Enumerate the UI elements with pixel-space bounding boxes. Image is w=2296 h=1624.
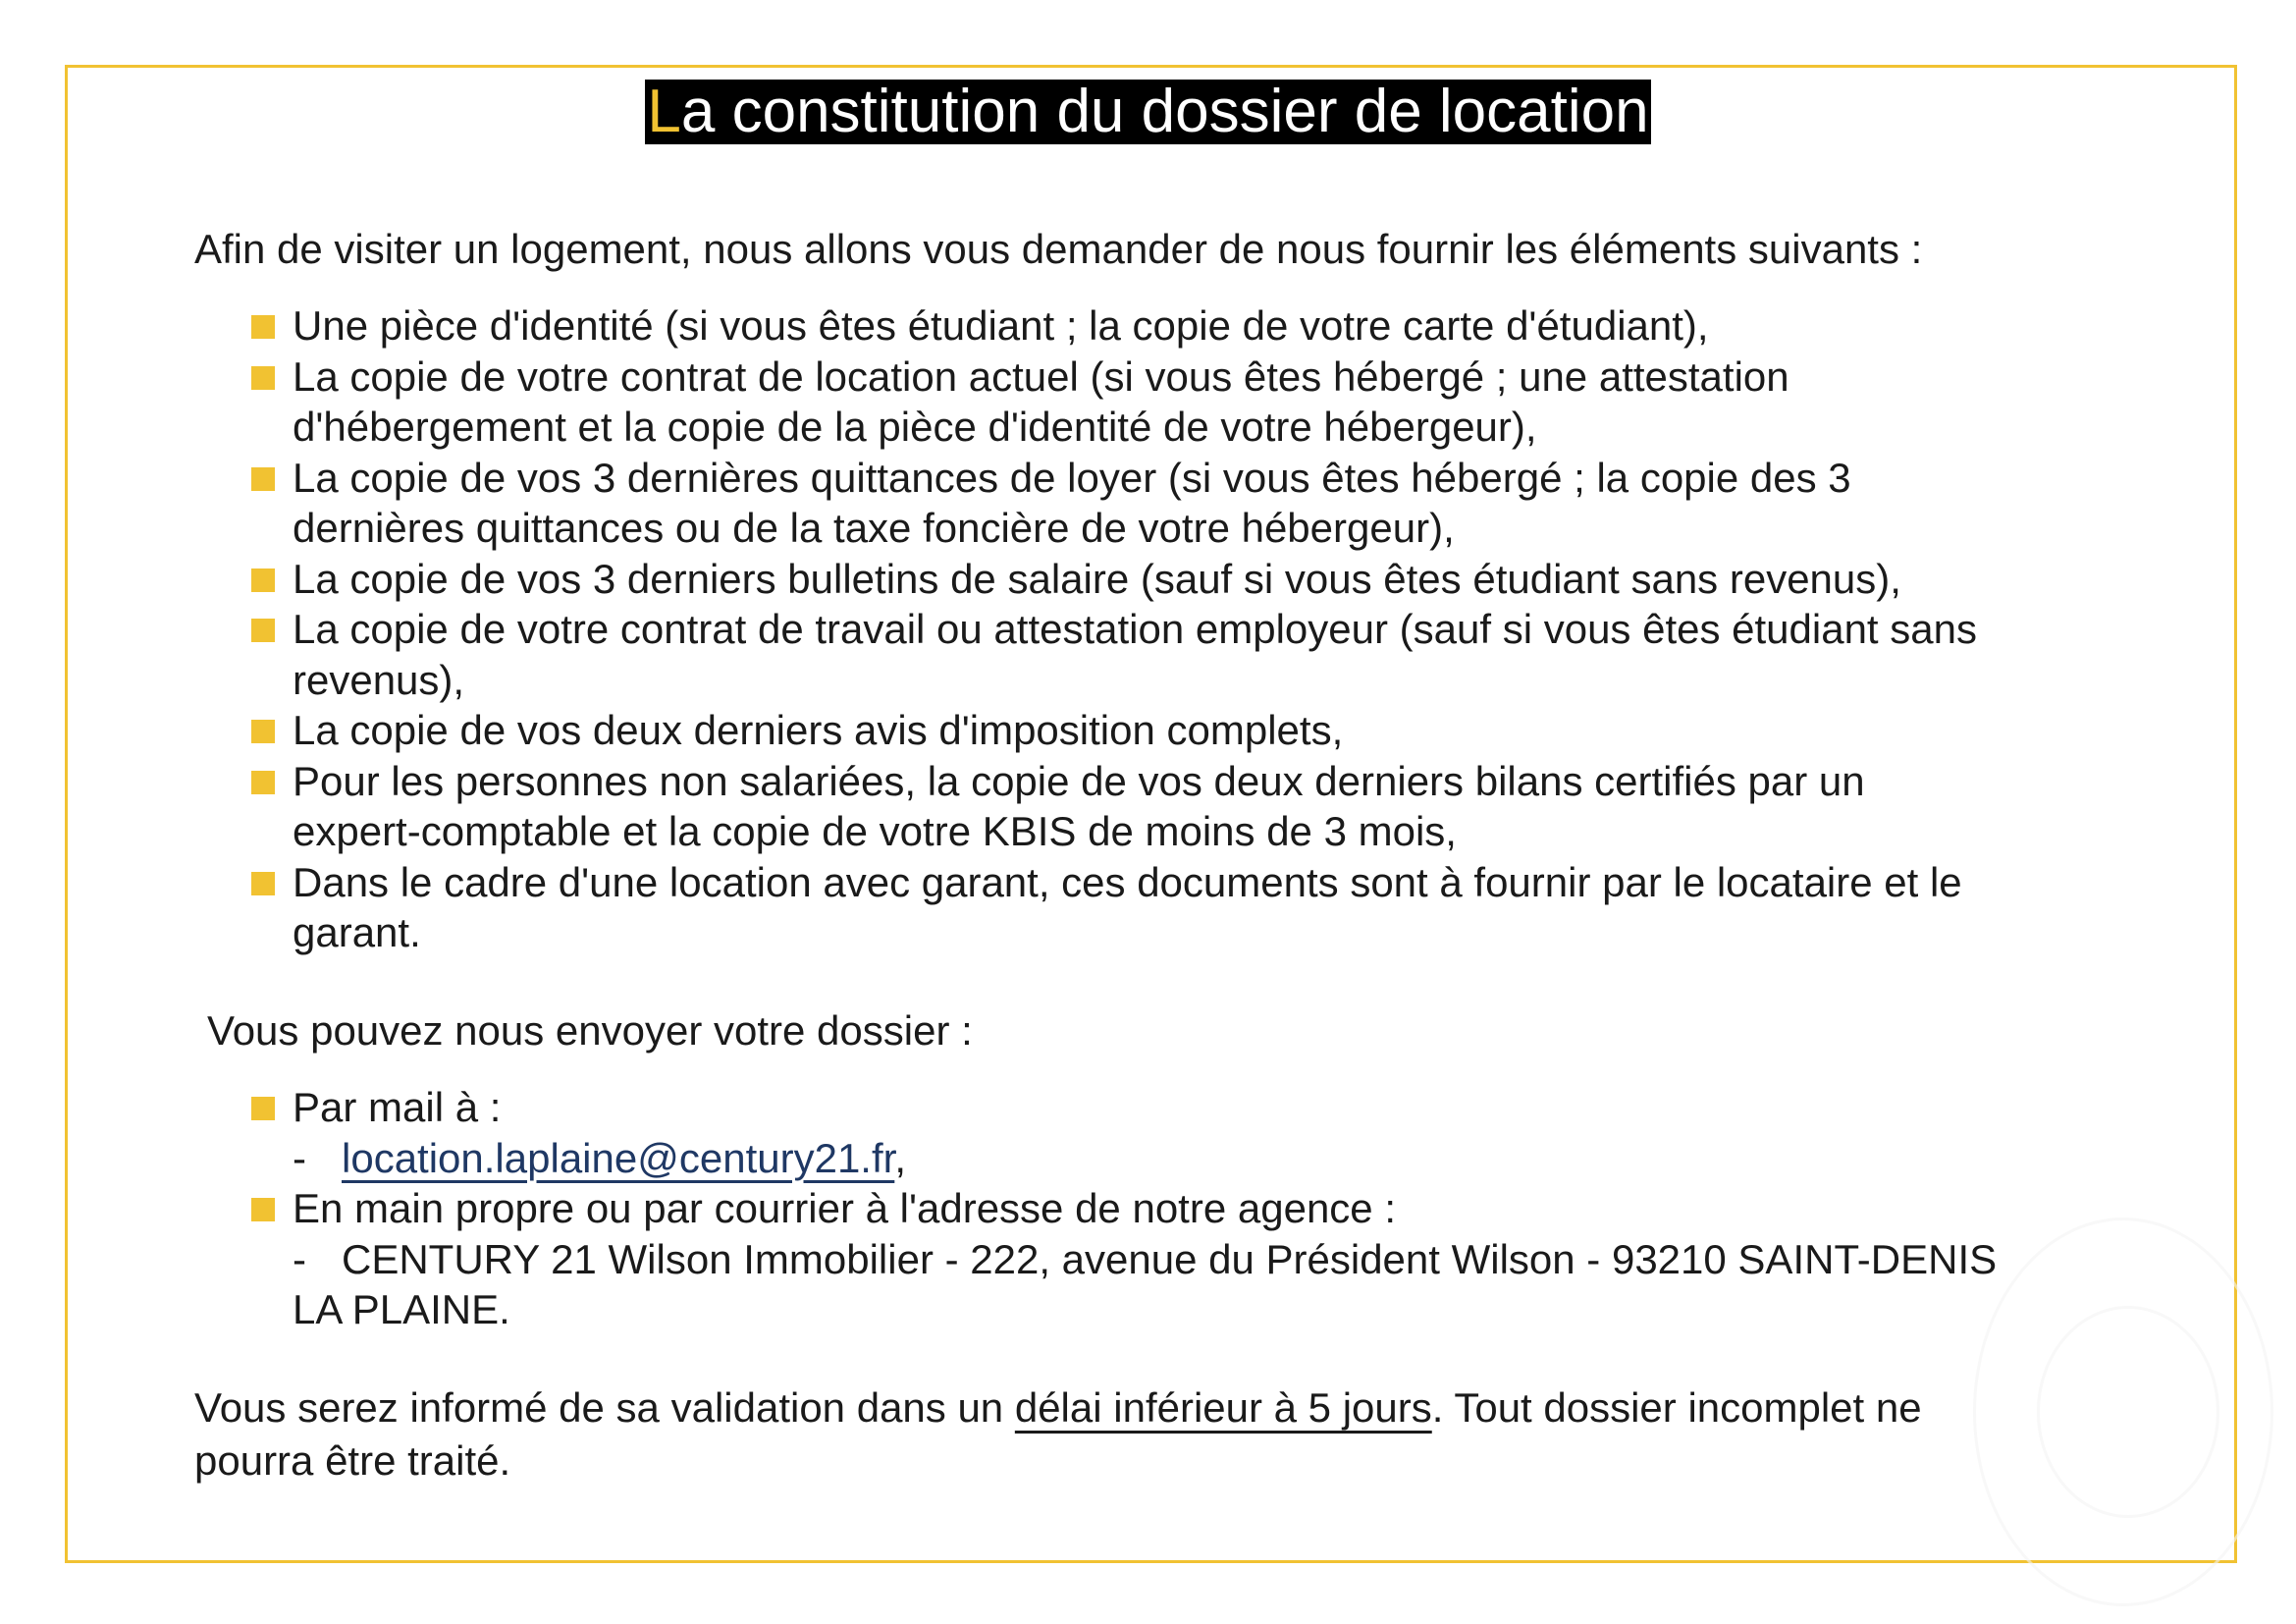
bullet-square-icon <box>251 315 275 339</box>
document-item-line: garant. <box>293 909 421 955</box>
required-documents-list <box>251 300 1977 958</box>
page-title <box>645 80 1650 144</box>
document-item <box>251 554 1977 605</box>
document-item <box>251 453 1977 554</box>
title-container <box>0 80 2296 144</box>
bullet-square-icon <box>251 1198 275 1221</box>
document-item <box>251 705 1977 756</box>
intro-paragraph: Afin de visiter un logement, nous allons vous demander de nous fournir les éléments suivants : <box>194 226 1923 272</box>
dash-marker: - <box>293 1134 306 1181</box>
bullet-square-icon <box>251 568 275 592</box>
bullet-square-icon <box>251 1097 275 1120</box>
send-intro-paragraph: Vous pouvez nous envoyer votre dossier : <box>207 1007 973 1054</box>
document-item-line: La copie de vos 3 derniers bulletins de salaire (sauf si vous êtes étudiant sans revenus), <box>293 555 1901 602</box>
document-item-line: La copie de votre contrat de travail ou attestation employeur (sauf si vous êtes étudiant sans <box>293 606 1977 652</box>
email-link[interactable]: location.laplaine@century21.fr <box>342 1134 895 1181</box>
hand-label: En main propre ou par courrier à l'adresse de notre agence : <box>293 1185 1396 1231</box>
document-item <box>251 300 1977 352</box>
send-methods-list <box>251 1082 1997 1335</box>
document-item-line: Dans le cadre d'une location avec garant, ces documents sont à fournir par le locataire et le <box>293 858 1962 905</box>
email-suffix: , <box>894 1134 906 1181</box>
closing-line-2: pourra être traité. <box>194 1437 511 1484</box>
document-item-line: revenus), <box>293 656 465 703</box>
document-item-line: La copie de vos deux derniers avis d'imposition complets, <box>293 707 1344 753</box>
dash-marker: - <box>293 1235 306 1282</box>
bullet-square-icon <box>251 720 275 743</box>
document-item-line: expert-comptable et la copie de votre KBIS de moins de 3 mois, <box>293 808 1457 854</box>
document-item <box>251 604 1977 705</box>
bullet-square-icon <box>251 467 275 491</box>
document-item-line: La copie de votre contrat de location actuel (si vous êtes hébergé ; une attestation <box>293 352 1789 400</box>
closing-part-1: Vous serez informé de sa validation dans un <box>194 1384 1015 1431</box>
address-line-2: LA PLAINE. <box>293 1286 510 1332</box>
century21-watermark-inner <box>2037 1306 2219 1518</box>
document-item <box>251 352 1977 453</box>
document-item-line: dernières quittances ou de la taxe foncière de votre hébergeur), <box>293 505 1455 551</box>
send-method-mail <box>251 1082 1997 1133</box>
bullet-square-icon <box>251 872 275 895</box>
bullet-square-icon <box>251 619 275 642</box>
title-first-letter: L <box>647 78 681 145</box>
document-item-line: La copie de vos 3 dernières quittances de loyer (si vous êtes hébergé ; la copie des 3 <box>293 454 1851 501</box>
mail-label: Par mail à : <box>293 1084 502 1130</box>
closing-deadline: délai inférieur à 5 jours <box>1014 1384 1432 1431</box>
bullet-square-icon <box>251 771 275 794</box>
document-item <box>251 756 1977 857</box>
document-item-line: Pour les personnes non salariées, la copie de vos deux derniers bilans certifiés par un <box>293 757 1865 804</box>
document-item <box>251 857 1977 958</box>
closing-part-2: . Tout dossier incomplet ne <box>1431 1384 1922 1431</box>
send-method-mail-address <box>251 1133 1997 1184</box>
address-line-1: CENTURY 21 Wilson Immobilier - 222, avenue du Président Wilson - 93210 SAINT-DENIS <box>342 1235 1998 1282</box>
closing-paragraph <box>194 1381 1922 1488</box>
document-item-line: Une pièce d'identité (si vous êtes étudiant ; la copie de votre carte d'étudiant), <box>293 302 1709 349</box>
send-method-hand <box>251 1183 1997 1234</box>
bullet-square-icon <box>251 366 275 390</box>
title-rest: a constitution du dossier de location <box>680 78 1649 145</box>
send-method-address <box>251 1234 1997 1335</box>
document-item-line: d'hébergement et la copie de la pièce d'identité de votre hébergeur), <box>293 404 1537 450</box>
